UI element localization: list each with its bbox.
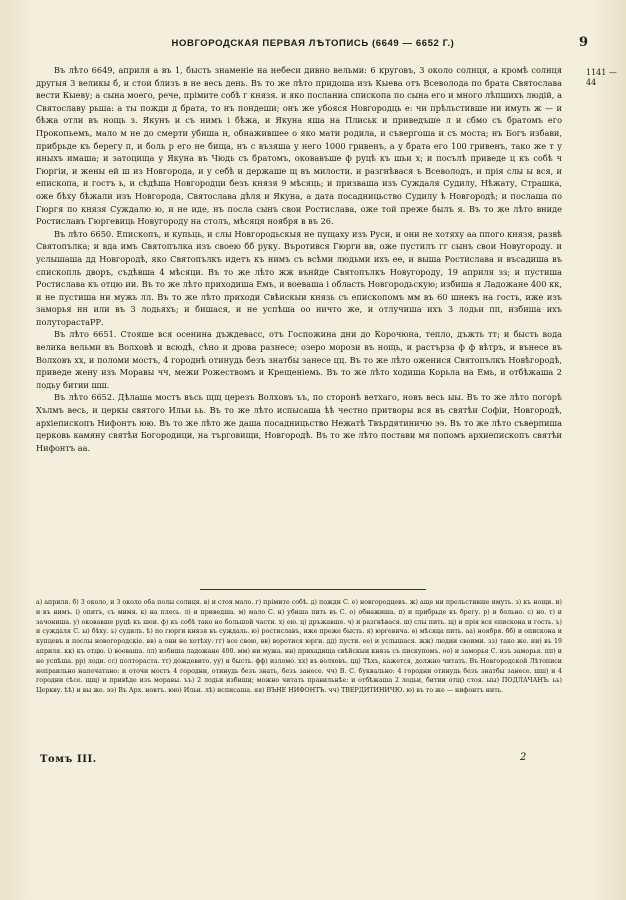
signature-mark: 2 (520, 752, 527, 763)
footnotes (36, 598, 562, 696)
footnote-block: а) априля. б) 3 около, и 3 около оба полы солнця. в) и стоя мало. г) прімите собѣ. д) пожди С. е) новгородцевъ. ж) аще ни прельстивше имуть. з) къ нощи. и) и въ нимъ. і) опитъ, съ мимя. к) на плесь. л) и приведша. м) мало С. н) убиша пить въ С. о) обнажиша. п) и прибрьде къ брегу. р) и больно. с) но. т) и зачониша. у) оковавше руцѣ къ шеи. ф) къ собѣ тако но большой части. х) ею. ц) дръжавше. ч) и разгнѣвася. ш) слы пить. щ) и прія вся епискона и гость. ъ) и суждаля С. ы) бѣху. ь) судилъ. ѣ) по гюрги князя въ суждаль. ю) ростиславъ, иже преже бысть. я) юргевича. ѳ) мѣсяца пить. аа) ноября. бб) и опискона и купцевъ и послы новогородскіе. вв) а они не хотѣху. гг) все свою, вв) воротися юрги. дд) пусти. ее) и услышася. жж) людии своими. зз) тако же. ии) въ 19 априля. кк) къ отцю. і) воеваша. лл) избиша ладожане 400. мм) ни мужа. нн) прихадища свѣйскыи князь съ пискупомъ. оо) и заморья С. изъ заморья. пп) и не успѣша. рр) лоди. сс) полтораста. тт) дождевито. уу) и бысть. фф) изломо. хх) въ волховъ. цц) Тѣхъ, кажется, должно читать. Въ Новгородской Лѣтописи непраильно напечатано: и оточи мостъ 4 городни, отинудь безъ знать, безъ занесе. чч) В. С. буквально: 4 городни отинудь безъ знатбы занесе. шш) и 4 городни сѣсе. щщ) и привѣде изъ моравы. ъъ) 2 лодьи избиши; можно читать правильнѣе: и отбѣжаша 2 лодьи, битии отщ) стоя. ыы) ПОДЛАЧАНЪ. ьь) Церкву. ѣѣ) и вы же. ээ) Въ Арх. новтъ. юю) Ильи. лѣ) исписаша. яя) ВЪНЕ НИФОНТЪ. чч) ТВЕРДИТИНИЧЮ. ю) въ то же — нифонтъ нить. (36, 599, 562, 695)
running-title: НОВГОРОДСКАЯ ПЕРВАЯ ЛѢТОПИСЬ (6649 — 6652 Г.) (171, 38, 455, 49)
paragraph-6652: Въ лѣто 6652. Дѣлаша мостъ въсь щщ церезъ Волховъ ъъ, по сторонѣ ветхаго, новъ весь ыы. Въ то же лѣто погорѣ Хълмъ весь, и церкы святого Ильи ьь. Въ то же лѣто иcпысаша ѣѣ честно притворы вся въ святѣи Софіи, Новгородѣ, архіепископъ Нифонтъ юю. Въ то же лѣто же даша посадницьство Нежатѣ Твърдятиничю ээ. Въ то же лѣто съверпиша церковь камяну святѣи Богородици, на търговищи, Новгородѣ. Въ то же лѣто постави мя попомъ архиепископъ святѣи Нифонтъ аа. (36, 392, 562, 453)
running-header (40, 35, 588, 52)
margin-years: 1141 — 44 (586, 68, 617, 87)
paragraph-6649: Въ лѣто 6649, априля а въ 1, бысть знаменіе на небеси дивно вельми: 6 круговъ, 3 около солнця, а кромѣ солнця другыя 3 великы б, и стои близъ в не весь день. Въ то же лѣто придоша изъ Кыева отъ Всеволода по брата Святослава вести Кыеву; а сына моего, рече, прімите собѣ г князя. и яко посланиа спископа по сына его и много лѣпшихъ людій, а Святославу рьша: а ты пожди д брата, то нъ пондеши; онъ же убояся Новгородць е: чи прѣльстивше ни имуть ж — и бѣжа отли въ нощь з. Якунъ и съ нимъ і бѣжа, и Якуна яша на Плиськ и приведъше л и сбмо съ братомъ его Прокопьемъ, мало м не до смерти убиша н, обнажившее о яко мати родила, и съвергоша и съ моста; нъ Богъ избави, прибрьде къ берегу п, и боль р его не бища, нъ с възяша у него 1000 гривенъ, а у брата его 100 гривенъ, тако же т у иныхъ имаша; и затоцища у Якуна въ Чюдь съ братомъ, оковавъше ф руцѣ къ шьи х; и посълѣ приведе ц къ собѣ ч Гюргiи, и жены ей ш из Новгорода, и у себѣ и держаше щ въ милости. и разгнѣвася ъ Всеволодъ, и прія слы ы вся, и епископа, и гостъ ь, и сѣдѣша Новгородци безъ князя 9 мѣсяць; и призваша изъ Суждаля Судилу, Нѣжату, Страшка, оже бѣху бѣжали изъ Новгорода, Святослава дѣля и Якуна, а дата посадницьство Судилу ѣ Новгородѣ; и послаша по Гюргя по князя Суждалю ю, и не иде, нъ посла сынъ свои Ростислава, оже той преже былъ я. Въ то же лѣто вниде Ростиславъ Гюргевиць Новугороду на столъ, мѣсяця ноября в въ 26. (36, 65, 562, 227)
page-number: 9 (578, 35, 588, 50)
volume-label: Томъ III. (40, 754, 97, 765)
paragraph-6650: Въ лѣто 6650. Епископъ, и купьць, и слы Новгородьскыя не пущаху изъ Руси, и они не хотяху аа ппого князя, развѣ Святопълка; и вда имъ Святопълка изъ своею бб руку. Въротився Гюрги вв, оже пустилъ гг сынъ свои Новугороду. и услышаша дд Новгородѣ, яко Святопълкъ идетъ къ нимъ съ всѣми людьми ихъ ее, и выша Ростислава и въсадиша въ спископль дворъ, съдѣвша 4 мѣсяци. Въ то же лѣто жж вънйде Святопълкъ Новугороду, 19 априля зз; и пустиша Ростислава къ отцю ии. Въ то же лѣто приходиша Емъ, и воеваша і область Новгородьскую; избиша я Ладожане 400 кк, и не пустиша ни мужь лл. Въ то же лѣто приходи Свѣискыи князь съ епископомъ мм въ 60 шнекъ на гость, иже изъ заморья нн или въ 3 лодьяхъ; и бишася, и не успѣша оо ничто же, и отлучиша ихъ 3 лодьи пп, избиша ихъ полуторастаРР. (36, 228, 562, 327)
footnote-divider (200, 589, 426, 590)
paragraph-6651: Въ лѣто 6651. Стояше вся осенина дъждевасс, отъ Госпожина дни до Корочюна, тепло, дъжть тт; и бысть вода велика вельми въ Волховѣ и всюдѣ, сѣно и дрова разнесе; озеро морози въ нощь, и растърза ф ф вѣтръ, и вънесе въ Волховъ хх, и поломи мостъ, 4 городнѣ отинудь безъ знатбы занесе цц. Въ то же лѣто оженися Святопълкъ Новѣгородѣ, приведе жену изъ Моравы чч, межи Рожествомъ и Крещеніемь. Въ то же лѣто ходиша Корьла на Емь, и отбѣжаша 2 лодьу битии шш. (36, 329, 562, 390)
chronicle-text (36, 64, 562, 454)
